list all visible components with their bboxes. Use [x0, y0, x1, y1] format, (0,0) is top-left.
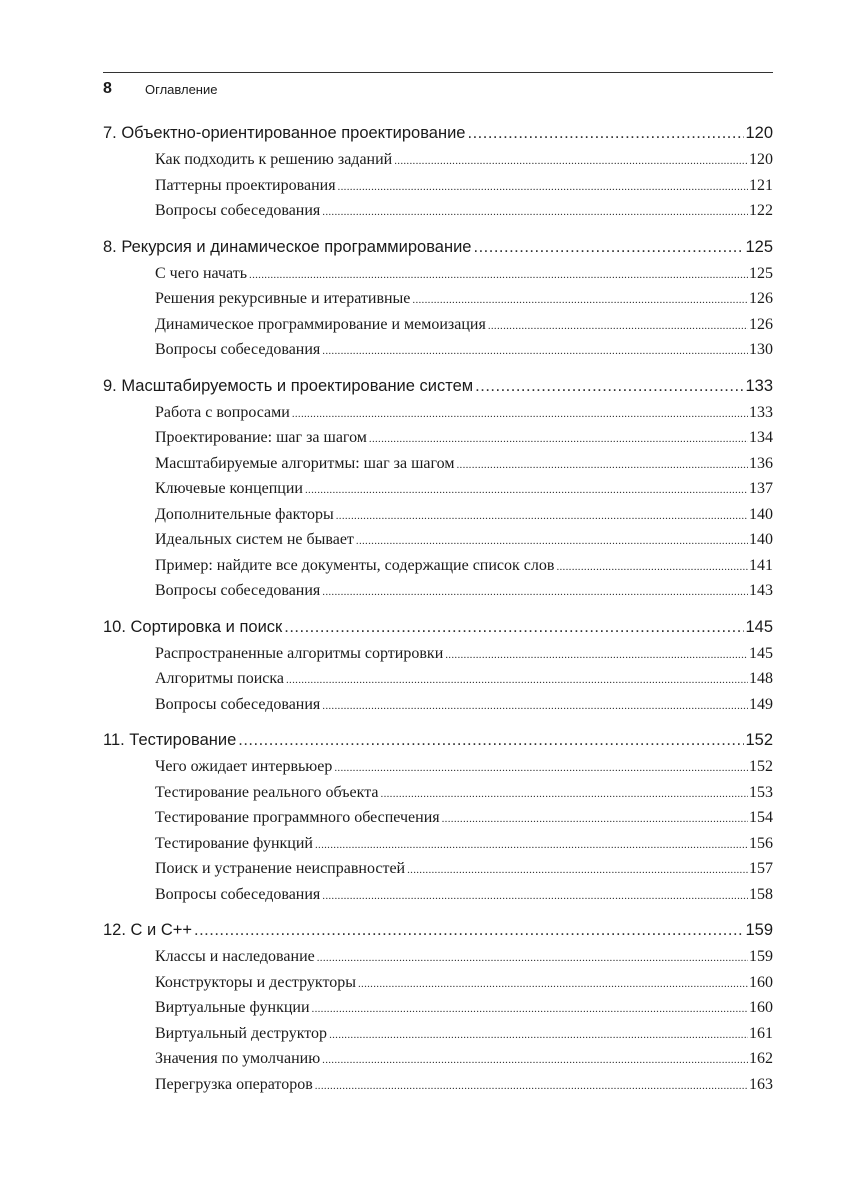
section-page-number: 122	[749, 202, 773, 219]
toc-section-entry[interactable]	[103, 645, 773, 671]
dot-leader	[394, 155, 748, 167]
toc-section-entry[interactable]	[103, 290, 773, 316]
dot-leader	[322, 206, 748, 218]
section-title: Вопросы собеседования	[155, 582, 321, 599]
chapter-title: 7. Объектно-ориентированное проектирование	[103, 124, 466, 142]
toc-section-entry[interactable]	[103, 177, 773, 203]
chapter-title: 9. Масштабируемость и проектирование систем	[103, 376, 474, 395]
section-title: Чего ожидает интервьюер	[155, 758, 333, 775]
toc-section-entry[interactable]	[103, 670, 773, 696]
table-of-contents	[103, 124, 773, 1111]
dot-leader	[329, 1029, 748, 1041]
toc-chapter-10	[103, 618, 773, 722]
section-page-number: 133	[749, 403, 773, 421]
section-title: Вопросы собеседования	[155, 885, 321, 903]
section-title: Тестирование реального объекта	[155, 783, 379, 801]
section-page-number: 130	[749, 341, 773, 358]
dot-leader	[305, 484, 748, 496]
dot-leader	[475, 377, 744, 396]
toc-chapter-entry[interactable]	[103, 124, 773, 151]
dot-leader	[292, 408, 748, 420]
section-page-number: 159	[749, 948, 773, 965]
section-title: Проектирование: шаг за шагом	[155, 429, 367, 446]
section-page-number: 120	[749, 151, 773, 168]
dot-leader	[322, 700, 748, 712]
dot-leader	[381, 788, 748, 800]
dot-leader	[556, 561, 748, 573]
chapter-page-number: 159	[745, 921, 773, 939]
chapter-page-number: 145	[745, 617, 773, 636]
section-title: Масштабируемые алгоритмы: шаг за шагом	[155, 454, 455, 472]
dot-leader	[315, 839, 748, 851]
section-title: Распространенные алгоритмы сортировки	[155, 644, 444, 662]
page-number: 8	[103, 80, 112, 97]
toc-section-entry[interactable]	[103, 202, 773, 228]
section-page-number: 126	[749, 290, 773, 307]
section-page-number: 149	[749, 695, 773, 713]
section-title: Ключевые концепции	[155, 480, 303, 497]
section-title: Паттерны проектирования	[155, 176, 336, 194]
chapter-title: 8. Рекурсия и динамическое программирование	[103, 237, 472, 256]
toc-section-entry[interactable]	[103, 696, 773, 722]
section-page-number: 125	[749, 264, 773, 282]
toc-section-entry[interactable]	[103, 948, 773, 974]
section-page-number: 134	[749, 429, 773, 446]
toc-section-entry[interactable]	[103, 429, 773, 455]
toc-section-entry[interactable]	[103, 886, 773, 912]
toc-chapter-11	[103, 731, 773, 911]
dot-leader	[322, 890, 748, 902]
section-title: Пример: найдите все документы, содержащие список слов	[155, 556, 555, 574]
section-page-number: 158	[749, 885, 773, 903]
section-page-number: 121	[749, 176, 773, 194]
chapter-title: 12. С и С++	[103, 921, 193, 939]
section-page-number: 157	[749, 860, 773, 877]
section-page-number: 160	[749, 973, 773, 991]
toc-chapter-entry[interactable]	[103, 618, 773, 645]
toc-section-entry[interactable]	[103, 341, 773, 367]
chapter-title: 10. Сортировка и поиск	[103, 617, 283, 636]
dot-leader	[312, 1003, 748, 1015]
dot-leader	[334, 762, 748, 774]
chapter-page-number: 125	[745, 237, 773, 256]
section-title: Динамическое программирование и мемоизация	[155, 315, 486, 333]
toc-section-entry[interactable]	[103, 455, 773, 481]
section-title: Вопросы собеседования	[155, 695, 321, 713]
dot-leader	[238, 731, 744, 750]
section-title: Решения рекурсивные и итеративные	[155, 290, 411, 307]
dot-leader	[356, 535, 748, 547]
section-page-number: 137	[749, 480, 773, 497]
toc-section-entry[interactable]	[103, 809, 773, 835]
toc-section-entry[interactable]	[103, 557, 773, 583]
section-title: С чего начать	[155, 264, 248, 282]
dot-leader	[412, 294, 748, 306]
section-page-number: 141	[749, 556, 773, 574]
section-title: Конструкторы и деструкторы	[155, 973, 356, 991]
toc-section-entry[interactable]	[103, 784, 773, 810]
section-page-number: 163	[749, 1075, 773, 1093]
toc-section-entry[interactable]	[103, 480, 773, 506]
dot-leader	[407, 864, 748, 876]
section-title: Виртуальный деструктор	[155, 1024, 328, 1042]
toc-section-entry[interactable]	[103, 1050, 773, 1076]
section-title: Перегрузка операторов	[155, 1075, 313, 1093]
dot-leader	[338, 181, 748, 193]
dot-leader	[488, 320, 748, 332]
section-title: Как подходить к решению заданий	[155, 151, 393, 168]
dot-leader	[284, 618, 744, 637]
chapter-page-number: 152	[745, 731, 773, 749]
toc-chapter-12	[103, 921, 773, 1101]
dot-leader	[322, 345, 748, 357]
dot-leader	[315, 1080, 748, 1092]
section-title: Классы и наследование	[155, 948, 315, 965]
toc-section-entry[interactable]	[103, 531, 773, 557]
section-title: Вопросы собеседования	[155, 341, 321, 358]
section-page-number: 162	[749, 1050, 773, 1067]
toc-chapter-entry[interactable]	[103, 921, 773, 948]
toc-chapter-entry[interactable]	[103, 238, 773, 265]
dot-leader	[358, 978, 748, 990]
chapter-page-number: 133	[745, 376, 773, 395]
toc-chapter-7	[103, 124, 773, 228]
dot-leader	[317, 952, 748, 964]
section-page-number: 126	[749, 315, 773, 333]
running-header	[103, 72, 773, 101]
toc-section-entry[interactable]	[103, 999, 773, 1025]
section-title: Алгоритмы поиска	[155, 670, 284, 687]
section-title: Вопросы собеседования	[155, 202, 321, 219]
toc-section-entry[interactable]	[103, 1076, 773, 1102]
toc-section-entry[interactable]	[103, 316, 773, 342]
dot-leader	[194, 921, 744, 940]
section-title: Значения по умолчанию	[155, 1050, 321, 1067]
toc-chapter-entry[interactable]	[103, 731, 773, 758]
section-page-number: 161	[749, 1024, 773, 1042]
section-page-number: 140	[749, 531, 773, 548]
dot-leader	[336, 510, 748, 522]
section-page-number: 156	[749, 834, 773, 852]
dot-leader	[442, 813, 748, 825]
dot-leader	[322, 1054, 748, 1066]
toc-section-entry[interactable]	[103, 404, 773, 430]
dot-leader	[473, 238, 744, 257]
section-page-number: 145	[749, 644, 773, 662]
dot-leader	[467, 124, 744, 143]
toc-section-entry[interactable]	[103, 151, 773, 177]
section-page-number: 152	[749, 758, 773, 775]
chapter-page-number: 120	[745, 124, 773, 142]
dot-leader	[286, 674, 748, 686]
header-title: Оглавление	[145, 82, 218, 97]
toc-section-entry[interactable]	[103, 582, 773, 608]
section-page-number: 148	[749, 670, 773, 687]
dot-leader	[322, 586, 748, 598]
chapter-title: 11. Тестирование	[103, 731, 237, 749]
section-page-number: 136	[749, 454, 773, 472]
dot-leader	[456, 459, 748, 471]
toc-section-entry[interactable]	[103, 974, 773, 1000]
toc-section-entry[interactable]	[103, 758, 773, 784]
toc-section-entry[interactable]	[103, 835, 773, 861]
dot-leader	[249, 269, 748, 281]
toc-chapter-8	[103, 238, 773, 367]
dot-leader	[445, 649, 748, 661]
toc-section-entry[interactable]	[103, 860, 773, 886]
toc-section-entry[interactable]	[103, 265, 773, 291]
section-page-number: 153	[749, 783, 773, 801]
section-title: Поиск и устранение неисправностей	[155, 860, 406, 877]
section-title: Идеальных систем не бывает	[155, 531, 354, 548]
section-title: Тестирование программного обеспечения	[155, 809, 440, 826]
toc-section-entry[interactable]	[103, 506, 773, 532]
section-page-number: 160	[749, 999, 773, 1016]
toc-chapter-9	[103, 377, 773, 608]
section-title: Работа с вопросами	[155, 403, 290, 421]
section-title: Виртуальные функции	[155, 999, 310, 1016]
section-title: Дополнительные факторы	[155, 505, 334, 523]
section-title: Тестирование функций	[155, 834, 313, 852]
section-page-number: 154	[749, 809, 773, 826]
toc-section-entry[interactable]	[103, 1025, 773, 1051]
dot-leader	[369, 433, 748, 445]
section-page-number: 140	[749, 505, 773, 523]
section-page-number: 143	[749, 582, 773, 599]
toc-chapter-entry[interactable]	[103, 377, 773, 404]
